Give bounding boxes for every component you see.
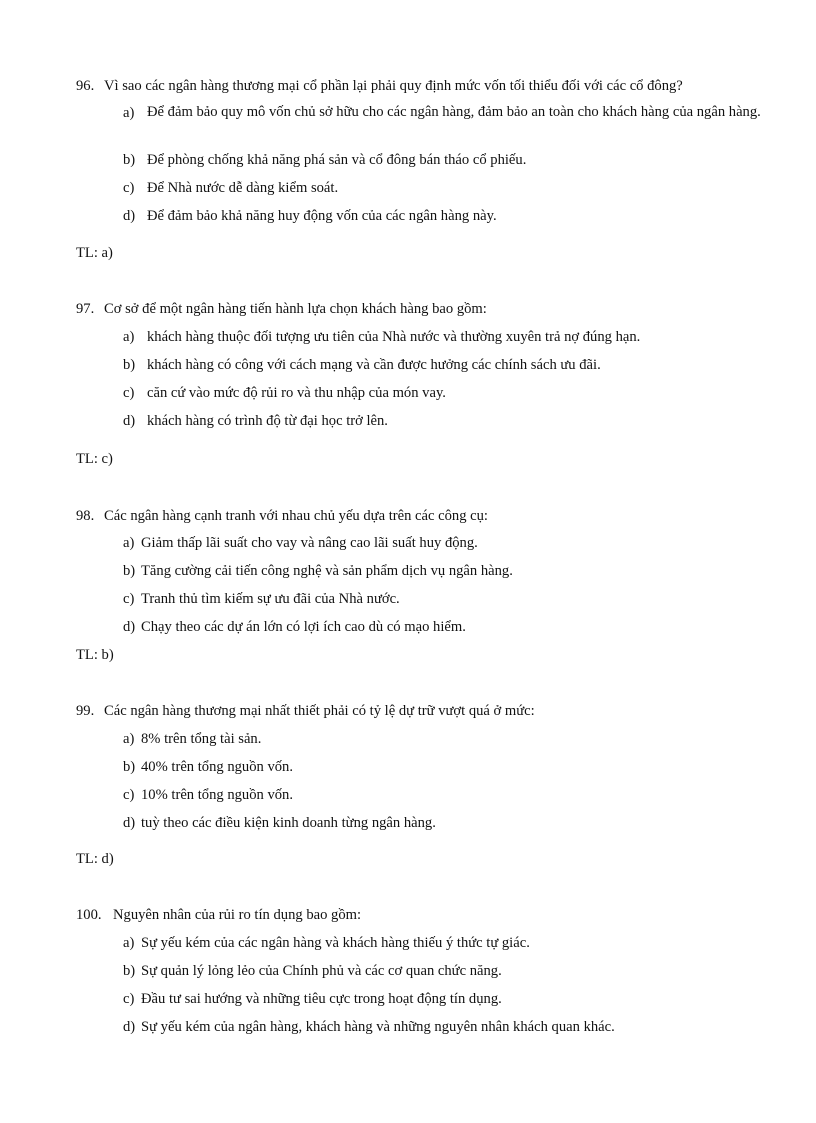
option-text: tuỳ theo các điều kiện kinh doanh từng ngân hàng. (141, 815, 436, 831)
option-text: 10% trên tổng nguồn vốn. (141, 787, 294, 803)
option-label: d) (123, 413, 136, 429)
option-text: Để Nhà nước dễ dàng kiểm soát. (147, 180, 339, 196)
option-label: a) (123, 935, 135, 951)
option-text: Tranh thủ tìm kiếm sự ưu đãi của Nhà nước. (141, 591, 400, 607)
question-number: 96. (76, 78, 95, 94)
option-text: Để đảm bảo khả năng huy động vốn của các ngân hàng này. (147, 208, 497, 224)
question-number: 100. (76, 907, 102, 923)
question-text: Vì sao các ngân hàng thương mại cổ phần lại phải quy định mức vốn tối thiểu đối với các cổ đông? (104, 78, 683, 94)
option-text: khách hàng có công với cách mạng và cần được hưởng các chính sách ưu đãi. (147, 357, 601, 373)
option-text: Đầu tư sai hướng và những tiêu cực trong hoạt động tín dụng. (141, 991, 502, 1007)
option-text: Giảm thấp lãi suất cho vay và nâng cao lãi suất huy động. (141, 535, 478, 551)
option-label: a) (123, 535, 135, 551)
option-label: b) (123, 759, 136, 775)
option-label: b) (123, 357, 136, 373)
option-text: Để phòng chống khả năng phá sản và cổ đông bán tháo cổ phiếu. (147, 152, 527, 168)
option-label: b) (123, 963, 136, 979)
question-text: Nguyên nhân của rủi ro tín dụng bao gồm: (113, 907, 362, 923)
option-label: c) (123, 591, 135, 607)
option-text: căn cứ vào mức độ rủi ro và thu nhập của món vay. (147, 385, 446, 401)
option-text: 40% trên tổng nguồn vốn. (141, 759, 294, 775)
option-label: d) (123, 1019, 136, 1035)
option-label: c) (123, 385, 135, 401)
question-text: Cơ sở để một ngân hàng tiến hành lựa chọn khách hàng bao gồm: (104, 301, 487, 317)
question-text: Các ngân hàng thương mại nhất thiết phải có tỷ lệ dự trữ vượt quá ở mức: (104, 703, 535, 719)
option-text: Chạy theo các dự án lớn có lợi ích cao dù có mạo hiểm. (141, 619, 466, 635)
option-text: Sự yếu kém của các ngân hàng và khách hàng thiếu ý thức tự giác. (141, 935, 530, 951)
answer: TL: b) (76, 647, 114, 663)
option-text: Để đảm bảo quy mô vốn chủ sở hữu cho các ngân hàng, đảm bảo an toàn cho khách hàng của ngân hàng. (147, 104, 761, 120)
answer: TL: c) (76, 451, 113, 467)
answer: TL: a) (76, 245, 113, 261)
option-label: d) (123, 619, 136, 635)
option-label: a) (123, 329, 135, 345)
option-text: Sự yếu kém của ngân hàng, khách hàng và những nguyên nhân khách quan khác. (141, 1019, 615, 1035)
option-text: khách hàng thuộc đối tượng ưu tiên của Nhà nước và thường xuyên trả nợ đúng hạn. (147, 329, 641, 345)
option-label: c) (123, 180, 135, 196)
answer: TL: d) (76, 851, 114, 867)
option-text: 8% trên tổng tài sản. (141, 731, 262, 747)
question-number: 97. (76, 301, 95, 317)
option-text: Sự quản lý lỏng lẻo của Chính phủ và các cơ quan chức năng. (141, 963, 502, 979)
option-text: Tăng cường cải tiến công nghệ và sản phẩm dịch vụ ngân hàng. (141, 563, 513, 579)
option-label: a) (123, 731, 135, 747)
question-text: Các ngân hàng cạnh tranh với nhau chủ yếu dựa trên các công cụ: (104, 508, 488, 524)
option-label: a) (123, 105, 135, 121)
question-number: 98. (76, 508, 95, 524)
option-label: d) (123, 208, 136, 224)
question-number: 99. (76, 703, 95, 719)
option-label: d) (123, 815, 136, 831)
option-label: c) (123, 991, 135, 1007)
option-label: b) (123, 152, 136, 168)
option-label: b) (123, 563, 136, 579)
option-text: khách hàng có trình độ từ đại học trở lên. (147, 413, 388, 429)
option-label: c) (123, 787, 135, 803)
